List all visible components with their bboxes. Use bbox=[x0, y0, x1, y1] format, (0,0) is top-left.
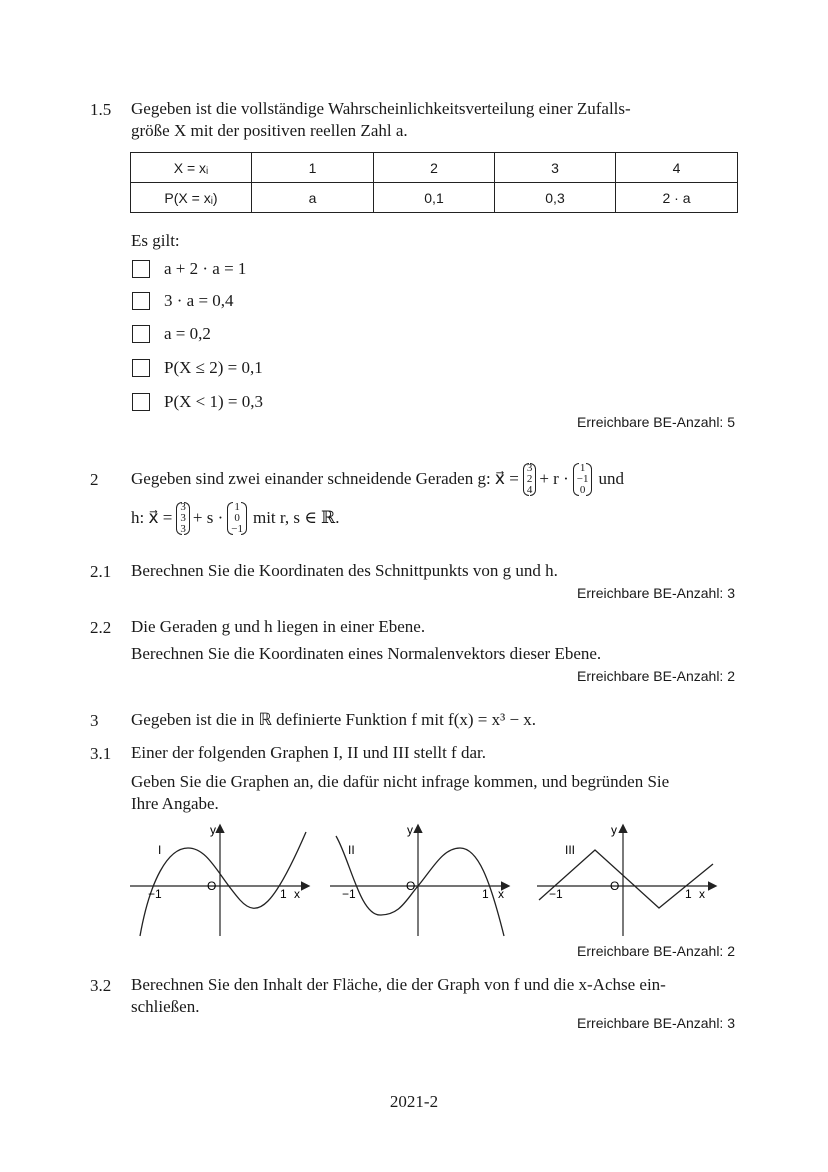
table-cell: 4 bbox=[616, 153, 738, 183]
vector-h-support bbox=[176, 502, 190, 535]
tick-label: 1 bbox=[280, 887, 287, 901]
task-text: Gegeben ist die vollständige Wahrscheinlichkeitsverteilung einer Zufalls- bbox=[131, 99, 631, 118]
vector-entry: −1 bbox=[576, 472, 589, 485]
line-h bbox=[131, 494, 339, 542]
vector-entry: 1 bbox=[234, 500, 240, 513]
x-label: x bbox=[294, 887, 300, 901]
y-label: y bbox=[210, 823, 216, 837]
task-number: 3.1 bbox=[90, 744, 112, 763]
vector-entry: 3 bbox=[180, 500, 186, 513]
vector-entry: 4 bbox=[526, 483, 533, 496]
graph-ii bbox=[328, 820, 518, 940]
task-text: h: x⃗ = bbox=[131, 508, 173, 527]
option-label: P(X ≤ 2) = 0,1 bbox=[164, 358, 263, 377]
origin-label: O bbox=[207, 879, 217, 893]
be-count: Erreichbare BE-Anzahl: 5 bbox=[577, 414, 735, 430]
y-label: y bbox=[407, 823, 413, 837]
operator-text: + s · bbox=[192, 508, 224, 527]
task-text: schließen. bbox=[131, 997, 200, 1016]
task-number: 2.1 bbox=[90, 562, 112, 581]
graph-label: III bbox=[565, 843, 576, 857]
option-checkbox[interactable] bbox=[132, 325, 150, 343]
page-number: 2021-2 bbox=[389, 1092, 439, 1111]
vector-h-direction bbox=[227, 502, 247, 535]
task-text: Die Geraden g und h liegen in einer Ebene. bbox=[131, 617, 426, 636]
task-text: Gegeben ist die in ℝ definierte Funktion f mit f(x) = x³ − x. bbox=[131, 710, 537, 729]
be-count: Erreichbare BE-Anzahl: 2 bbox=[577, 943, 735, 959]
task-text: Geben Sie die Graphen an, die dafür nicht infrage kommen, und begründen Sie bbox=[131, 772, 670, 791]
tick-label: 1 bbox=[685, 887, 692, 901]
option-row bbox=[132, 258, 246, 280]
und-text: und bbox=[598, 469, 624, 488]
x-label: x bbox=[498, 887, 504, 901]
vector-entry: 1 bbox=[579, 461, 586, 474]
option-row bbox=[132, 290, 234, 312]
x-label: x bbox=[699, 887, 705, 901]
graph-i bbox=[128, 820, 318, 940]
table-cell: 0,3 bbox=[495, 183, 616, 213]
y-label: y bbox=[611, 823, 617, 837]
task-number: 1.5 bbox=[90, 100, 112, 119]
origin-label: O bbox=[610, 879, 620, 893]
table-row bbox=[131, 183, 738, 213]
tick-label: 1 bbox=[482, 887, 489, 901]
table-cell: 2 · a bbox=[616, 183, 738, 213]
task-text: Berechnen Sie den Inhalt der Fläche, die der Graph von f und die x-Achse ein- bbox=[131, 975, 666, 994]
tick-label: −1 bbox=[342, 887, 356, 901]
task-number: 2.2 bbox=[90, 618, 112, 637]
table-row bbox=[131, 153, 738, 183]
vector-entry: 0 bbox=[234, 511, 240, 524]
option-label: a + 2 · a = 1 bbox=[164, 259, 247, 278]
vector-entry: 2 bbox=[526, 472, 533, 485]
graph-label: I bbox=[158, 843, 162, 857]
table-cell: a bbox=[252, 183, 374, 213]
table-cell: 2 bbox=[374, 153, 495, 183]
vector-g-support bbox=[523, 463, 537, 496]
option-row bbox=[132, 391, 263, 413]
vector-entry: 3 bbox=[526, 461, 533, 474]
task-text: Berechnen Sie die Koordinaten eines Normalenvektors dieser Ebene. bbox=[131, 644, 602, 663]
task-number: 3 bbox=[90, 711, 99, 730]
vector-entry: 0 bbox=[579, 483, 586, 496]
es-gilt-label: Es gilt: bbox=[131, 231, 180, 250]
option-label: a = 0,2 bbox=[164, 324, 211, 343]
task-number: 3.2 bbox=[90, 976, 112, 995]
option-row bbox=[132, 323, 211, 345]
table-cell: 1 bbox=[252, 153, 374, 183]
option-label: P(X < 1) = 0,3 bbox=[164, 392, 263, 411]
graph-iii bbox=[535, 820, 725, 940]
option-checkbox[interactable] bbox=[132, 260, 150, 278]
vector-g-direction bbox=[573, 463, 593, 496]
task-text: Berechnen Sie die Koordinaten des Schnittpunkts von g und h. bbox=[131, 561, 558, 580]
graph-label: II bbox=[348, 843, 355, 857]
task-text: Einer der folgenden Graphen I, II und III stellt f dar. bbox=[131, 743, 486, 762]
option-checkbox[interactable] bbox=[132, 393, 150, 411]
option-row bbox=[132, 357, 263, 379]
vector-entry: −1 bbox=[231, 522, 243, 535]
task-text: mit r, s ∈ ℝ. bbox=[252, 508, 340, 527]
tick-label: −1 bbox=[148, 887, 162, 901]
tick-label: −1 bbox=[549, 887, 563, 901]
be-count: Erreichbare BE-Anzahl: 2 bbox=[577, 668, 735, 684]
table-cell: X = xᵢ bbox=[131, 153, 252, 183]
task-text: Gegeben sind zwei einander schneidende Geraden g: x⃗ = bbox=[131, 469, 519, 488]
task-text: Ihre Angabe. bbox=[131, 794, 219, 813]
table-cell: P(X = xᵢ) bbox=[131, 183, 252, 213]
be-count: Erreichbare BE-Anzahl: 3 bbox=[577, 1015, 735, 1031]
task-number: 2 bbox=[90, 470, 99, 489]
curve-graph-i bbox=[140, 832, 306, 936]
be-count: Erreichbare BE-Anzahl: 3 bbox=[577, 585, 735, 601]
vector-entry: 3 bbox=[180, 511, 186, 524]
task-text: größe X mit der positiven reellen Zahl a. bbox=[131, 121, 408, 140]
operator-text: + r · bbox=[539, 469, 569, 488]
table-cell: 0,1 bbox=[374, 183, 495, 213]
origin-label: O bbox=[406, 879, 416, 893]
option-label: 3 · a = 0,4 bbox=[164, 291, 234, 310]
option-checkbox[interactable] bbox=[132, 292, 150, 310]
option-checkbox[interactable] bbox=[132, 359, 150, 377]
vector-entry: 3 bbox=[180, 522, 186, 535]
distribution-table bbox=[130, 152, 738, 213]
table-cell: 3 bbox=[495, 153, 616, 183]
